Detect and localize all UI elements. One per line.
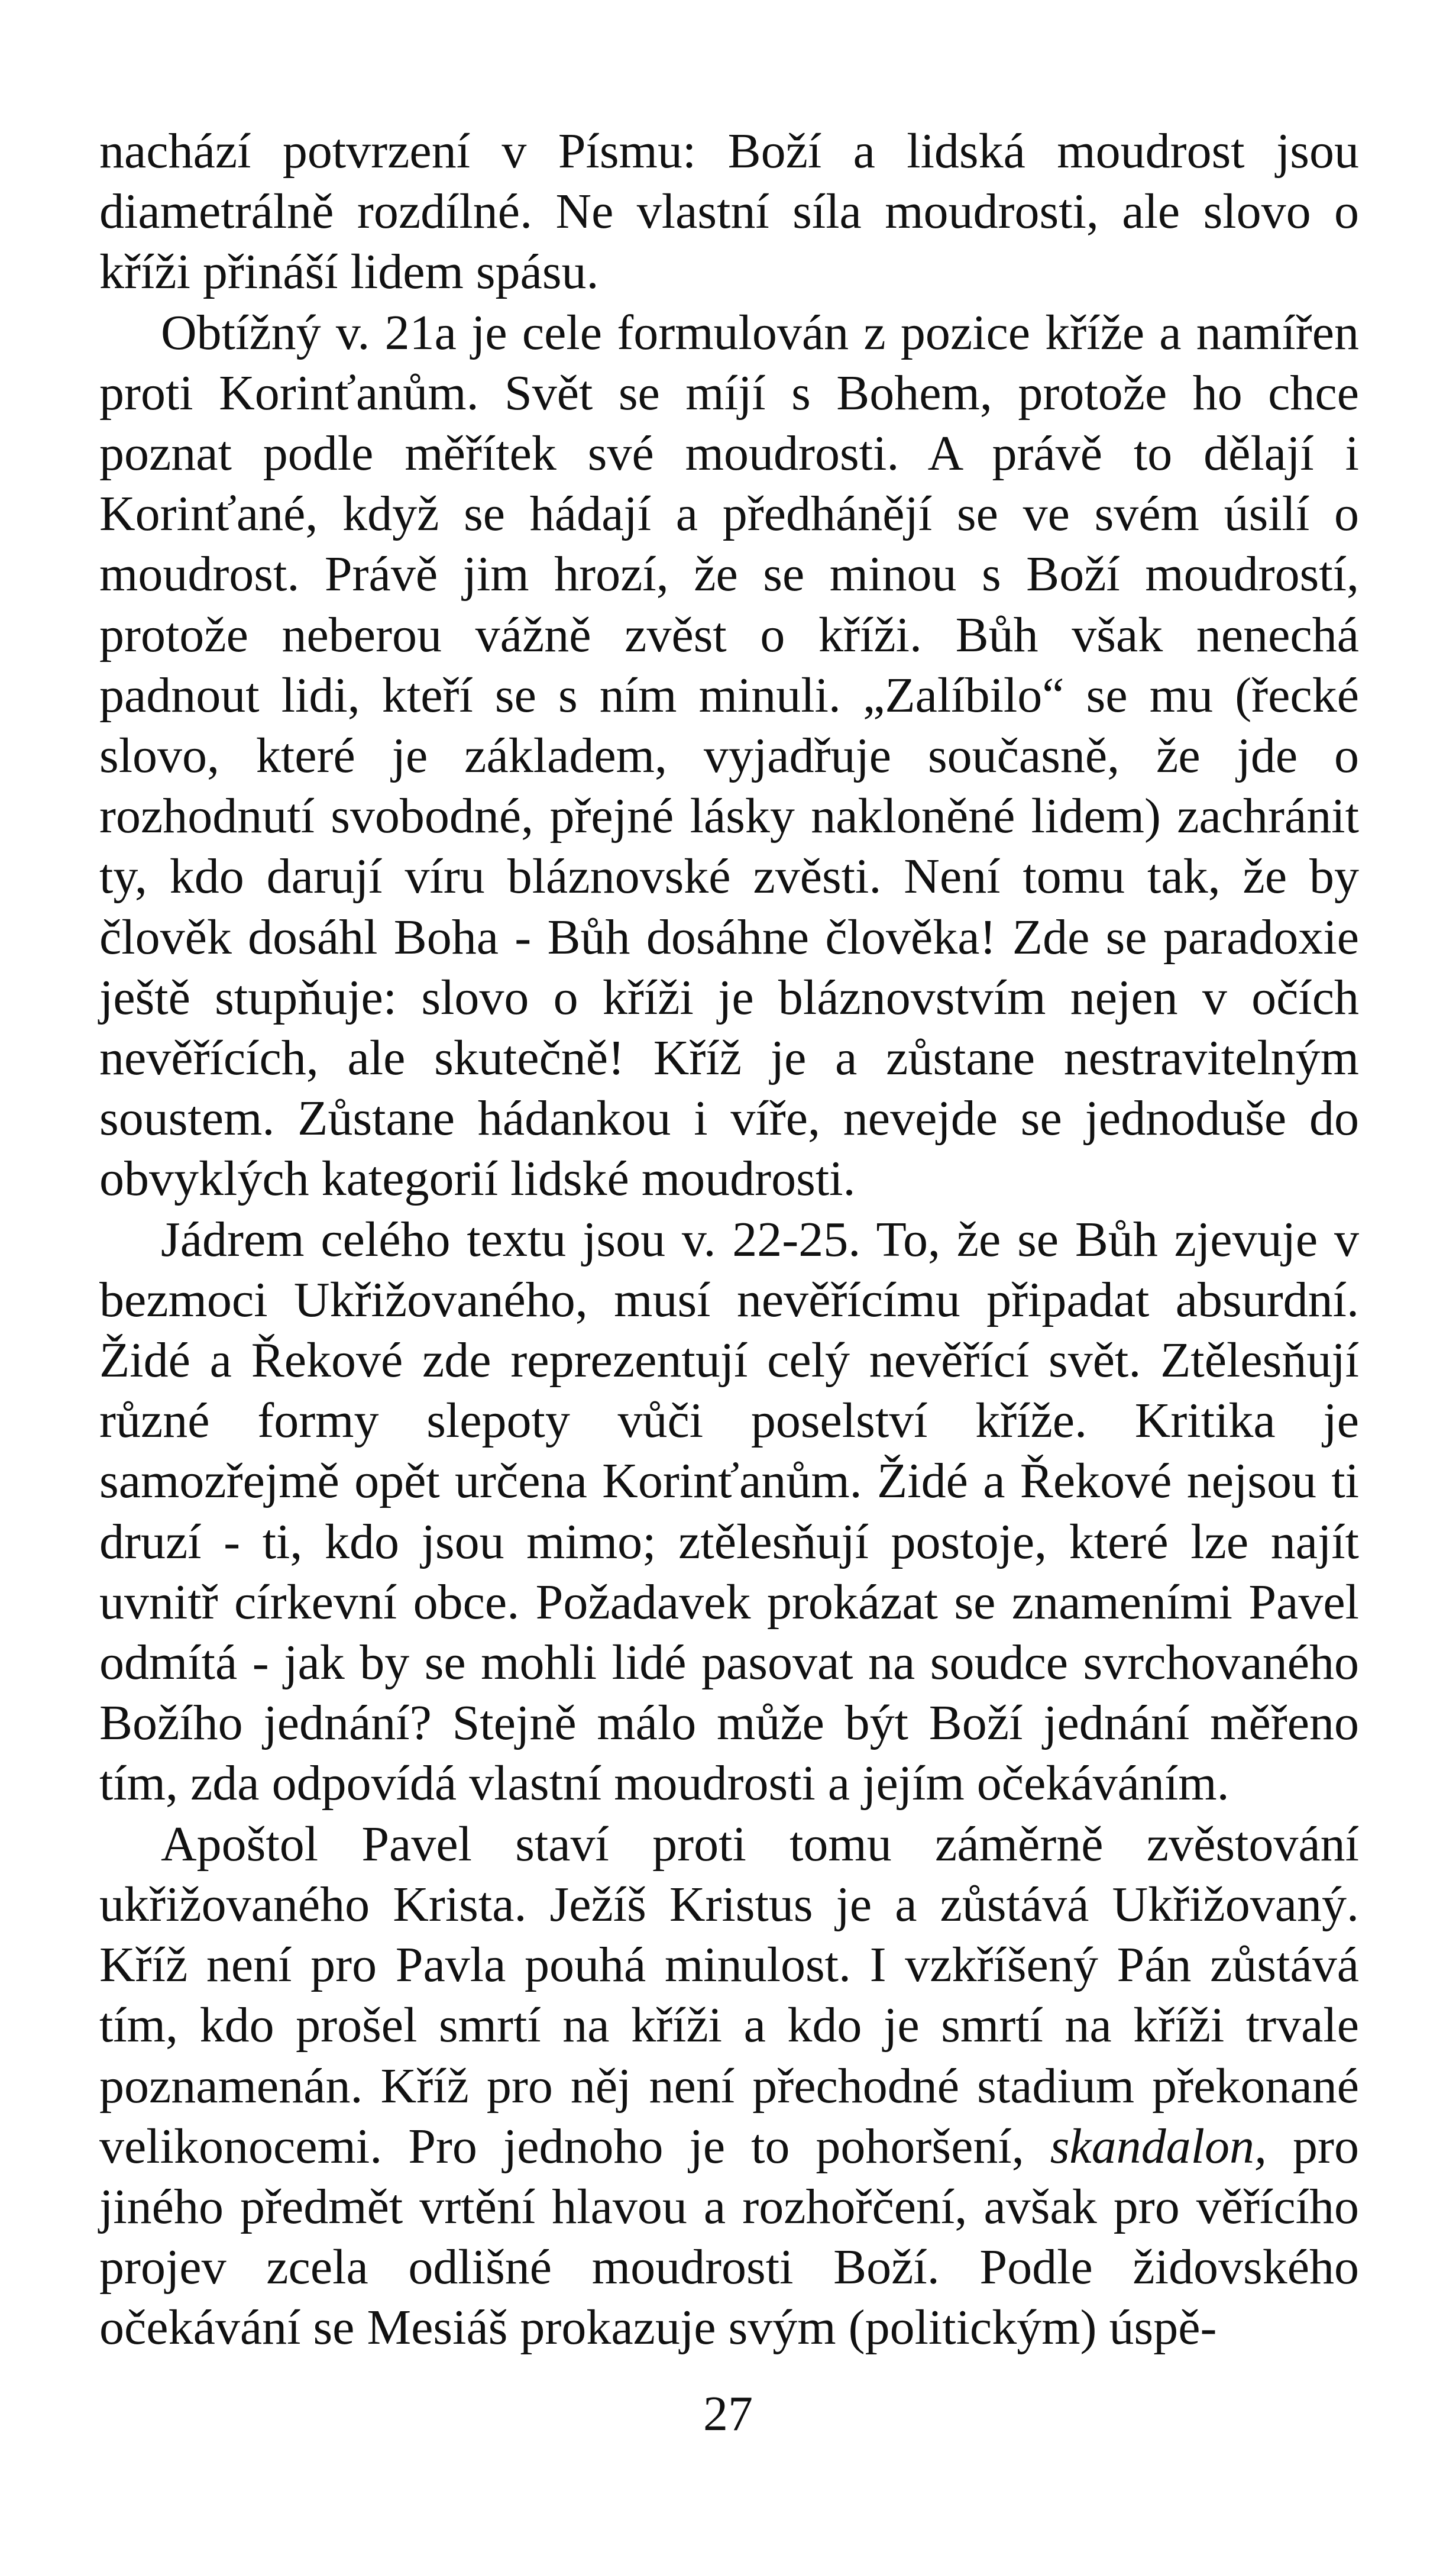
paragraph-4 [99,1814,1359,2359]
page-body [99,121,1359,2359]
page-number: 27 [703,2386,753,2441]
paragraph-1: nachází potvrzení v Písmu: Boží a lidská moudrost jsou diametrálně rozdílné. Ne vlastní síla moudrosti, ale slovo o kříži přináší lidem spásu. [99,124,1359,300]
paragraph-4-text-after: pro jiného předmět vrtění hlavou a rozhořčení, avšak pro věřícího projev zcela odlišné moudrosti Boží. Podle židovského očekávání se Mesiáš prokazuje svým (politickým) úspě- [99,2118,1359,2356]
paragraph-4-italic-term: skandalon, [1050,2118,1267,2174]
paragraph-2: Obtížný v. 21a je cele formulován z pozice kříže a namířen proti Korinťanům. Svět se míjí s Bohem, protože ho chce poznat podle měřítek své moudrosti. A právě to dělají i Korinťané, když se hádají a předhánějí se ve svém úsilí o moudrost. Právě jim hrozí, že se minou s Boží moudrostí, protože neberou vážně zvěst o kříži. Bůh však nenechá padnout lidi, kteří se s ním minuli. „Zalíbilo“ se mu (řecké slovo, které je základem, vyjadřuje současně, že jde o rozhodnutí svobodné, přejné lásky nakloněné lidem) zachránit ty, kdo darují víru bláznovské zvěsti. Není tomu tak, že by člověk dosáhl Boha - Bůh dosáhne člověka! Zde se paradoxie ještě stupňuje: slovo o kříži je bláznovstvím nejen v očích nevěřících, ale skutečně! Kříž je a zůstane nestravitelným soustem. Zůstane hádankou i víře, nevejde se jednoduše do obvyklých kategorií lidské moudrosti. [99,305,1359,1207]
paragraph-4-text-before: Apoštol Pavel staví proti tomu záměrně zvěstování ukřižovaného Krista. Ježíš Kristus je a zůstává Ukřižovaný. Kříž není pro Pavla pouhá minulost. I vzkříšený Pán zůstává tím, kdo prošel smrtí na kříži a kdo je smrtí na kříži trvale poznamenán. Kříž pro něj není přechodné stadium překonané velikonocemi. Pro jednoho je to pohoršení, [99,1816,1359,2174]
paragraph-3: Jádrem celého textu jsou v. 22-25. To, že se Bůh zjevuje v bezmoci Ukřižovaného, musí nevěřícímu připadat absurdní. Židé a Řekové zde reprezentují celý nevěřící svět. Ztělesňují různé formy slepoty vůči poselství kříže. Kritika je samozřejmě opět určena Korinťanům. Židé a Řekové nejsou ti druzí - ti, kdo jsou mimo; ztělesňují postoje, které lze najít uvnitř církevní obce. Požadavek prokázat se znameními Pavel odmítá - jak by se mohli lidé pasovat na soudce svrchovaného Božího jednání? Stejně málo může být Boží jednání měřeno tím, zda odpovídá vlastní moudrosti a jejím očekáváním. [99,1211,1359,1811]
